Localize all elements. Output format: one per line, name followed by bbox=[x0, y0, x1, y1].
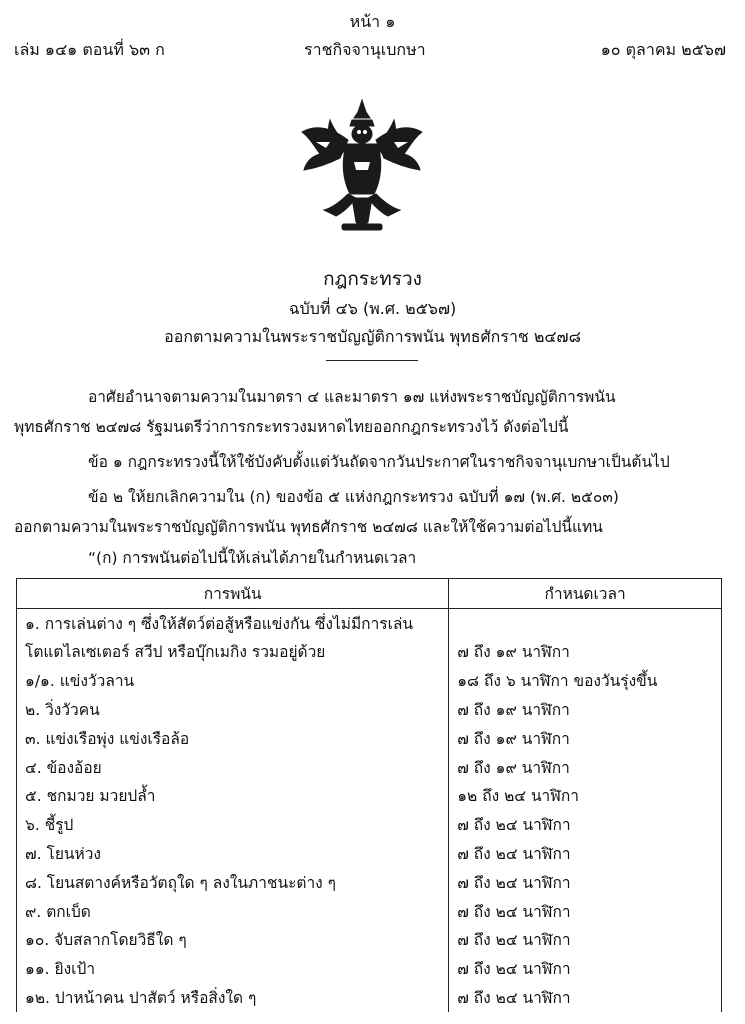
gambling-schedule-table bbox=[16, 578, 722, 1012]
table-row bbox=[17, 724, 722, 753]
game-cell: ๖. ชี้รูป bbox=[17, 810, 449, 839]
game-cell: ๓. แข่งเรือพุ่ง แข่งเรือล้อ bbox=[17, 724, 449, 753]
game-cell: โตแตไลเซเตอร์ สวีป หรือบุ๊กเมกิง รวมอยู่ด้วย bbox=[17, 638, 449, 667]
title-divider bbox=[326, 360, 418, 361]
table-row bbox=[17, 983, 722, 1012]
publication-date: ๑๐ ตุลาคม ๒๕๖๗ bbox=[600, 40, 726, 59]
table-row bbox=[17, 695, 722, 724]
preamble-line-2: พุทธศักราช ๒๔๗๘ รัฐมนตรีว่าการกระทรวงมหาดไทยออกกฎกระทรวงไว้ ดังต่อไปนี้ bbox=[14, 418, 569, 436]
document-number: ฉบับที่ ๔๖ (พ.ศ. ๒๕๖๗) bbox=[288, 299, 457, 318]
time-cell: ๗ ถึง ๒๔ นาฬิกา bbox=[449, 954, 722, 983]
table-row bbox=[17, 638, 722, 667]
time-cell: ๗ ถึง ๒๔ นาฬิกา bbox=[449, 983, 722, 1012]
game-cell: ๗. โยนห่วง bbox=[17, 839, 449, 868]
page-number: หน้า ๑ bbox=[349, 12, 396, 31]
time-cell: ๗ ถึง ๒๔ นาฬิกา bbox=[449, 810, 722, 839]
document-authority: ออกตามความในพระราชบัญญัติการพนัน พุทธศักราช ๒๔๗๘ bbox=[164, 327, 581, 346]
game-cell: ๑. การเล่นต่าง ๆ ซึ่งให้สัตว์ต่อสู้หรือแข่งกัน ซึ่งไม่มีการเล่น bbox=[17, 608, 449, 637]
table-row bbox=[17, 782, 722, 811]
time-cell: ๗ ถึง ๒๔ นาฬิกา bbox=[449, 926, 722, 955]
clause-a-intro: “(ก) การพนันต่อไปนี้ให้เล่นได้ภายในกำหนดเวลา bbox=[88, 549, 417, 567]
game-cell: ๒. วิ่งวัวคน bbox=[17, 695, 449, 724]
garuda-emblem-icon bbox=[296, 98, 428, 234]
time-cell: ๑๒ ถึง ๒๔ นาฬิกา bbox=[449, 782, 722, 811]
table-row bbox=[17, 926, 722, 955]
clause-2-line-1: ข้อ ๒ ให้ยกเลิกความใน (ก) ของข้อ ๕ แห่งกฎกระทรวง ฉบับที่ ๑๗ (พ.ศ. ๒๕๐๓) bbox=[88, 488, 619, 506]
game-cell: ๑/๑. แข่งวัวลาน bbox=[17, 666, 449, 695]
game-cell: ๑๑. ยิงเป้า bbox=[17, 954, 449, 983]
time-cell: ๗ ถึง ๑๙ นาฬิกา bbox=[449, 724, 722, 753]
column-header-time: กำหนดเวลา bbox=[449, 579, 722, 609]
table-row bbox=[17, 954, 722, 983]
game-cell: ๑๒. ปาหน้าคน ปาสัตว์ หรือสิ่งใด ๆ bbox=[17, 983, 449, 1012]
time-cell bbox=[449, 608, 722, 637]
clause-2-line-2: ออกตามความในพระราชบัญญัติการพนัน พุทธศักราช ๒๔๗๘ และให้ใช้ความต่อไปนี้แทน bbox=[14, 518, 603, 536]
publication-name: ราชกิจจานุเบกษา bbox=[304, 40, 426, 59]
table-row bbox=[17, 810, 722, 839]
time-cell: ๗ ถึง ๒๔ นาฬิกา bbox=[449, 839, 722, 868]
preamble-line-1: อาศัยอำนาจตามความในมาตรา ๔ และมาตรา ๑๗ แห่งพระราชบัญญัติการพนัน bbox=[88, 388, 616, 406]
volume-issue: เล่ม ๑๔๑ ตอนที่ ๖๓ ก bbox=[14, 40, 165, 59]
time-cell: ๗ ถึง ๑๙ นาฬิกา bbox=[449, 753, 722, 782]
game-cell: ๘. โยนสตางค์หรือวัตถุใด ๆ ลงในภาชนะต่าง ๆ bbox=[17, 868, 449, 897]
gazette-header-row bbox=[14, 38, 726, 62]
game-cell: ๕. ชกมวย มวยปล้ำ bbox=[17, 782, 449, 811]
table-row bbox=[17, 897, 722, 926]
time-cell: ๗ ถึง ๑๙ นาฬิกา bbox=[449, 638, 722, 667]
game-cell: ๙. ตกเบ็ด bbox=[17, 897, 449, 926]
time-cell: ๑๘ ถึง ๖ นาฬิกา ของวันรุ่งขึ้น bbox=[449, 666, 722, 695]
table-row bbox=[17, 608, 722, 637]
table-row bbox=[17, 868, 722, 897]
table-row bbox=[17, 753, 722, 782]
clause-1: ข้อ ๑ กฎกระทรวงนี้ให้ใช้บังคับตั้งแต่วันถัดจากวันประกาศในราชกิจจานุเบกษาเป็นต้นไป bbox=[88, 453, 670, 471]
document-title: กฎกระทรวง bbox=[323, 268, 422, 290]
game-cell: ๑๐. จับสลากโดยวิธีใด ๆ bbox=[17, 926, 449, 955]
table-row bbox=[17, 666, 722, 695]
time-cell: ๗ ถึง ๑๙ นาฬิกา bbox=[449, 695, 722, 724]
column-header-game: การพนัน bbox=[17, 579, 449, 609]
time-cell: ๗ ถึง ๒๔ นาฬิกา bbox=[449, 897, 722, 926]
table-row bbox=[17, 839, 722, 868]
game-cell: ๔. ข้องอ้อย bbox=[17, 753, 449, 782]
time-cell: ๗ ถึง ๒๔ นาฬิกา bbox=[449, 868, 722, 897]
table-header-row bbox=[17, 579, 722, 609]
